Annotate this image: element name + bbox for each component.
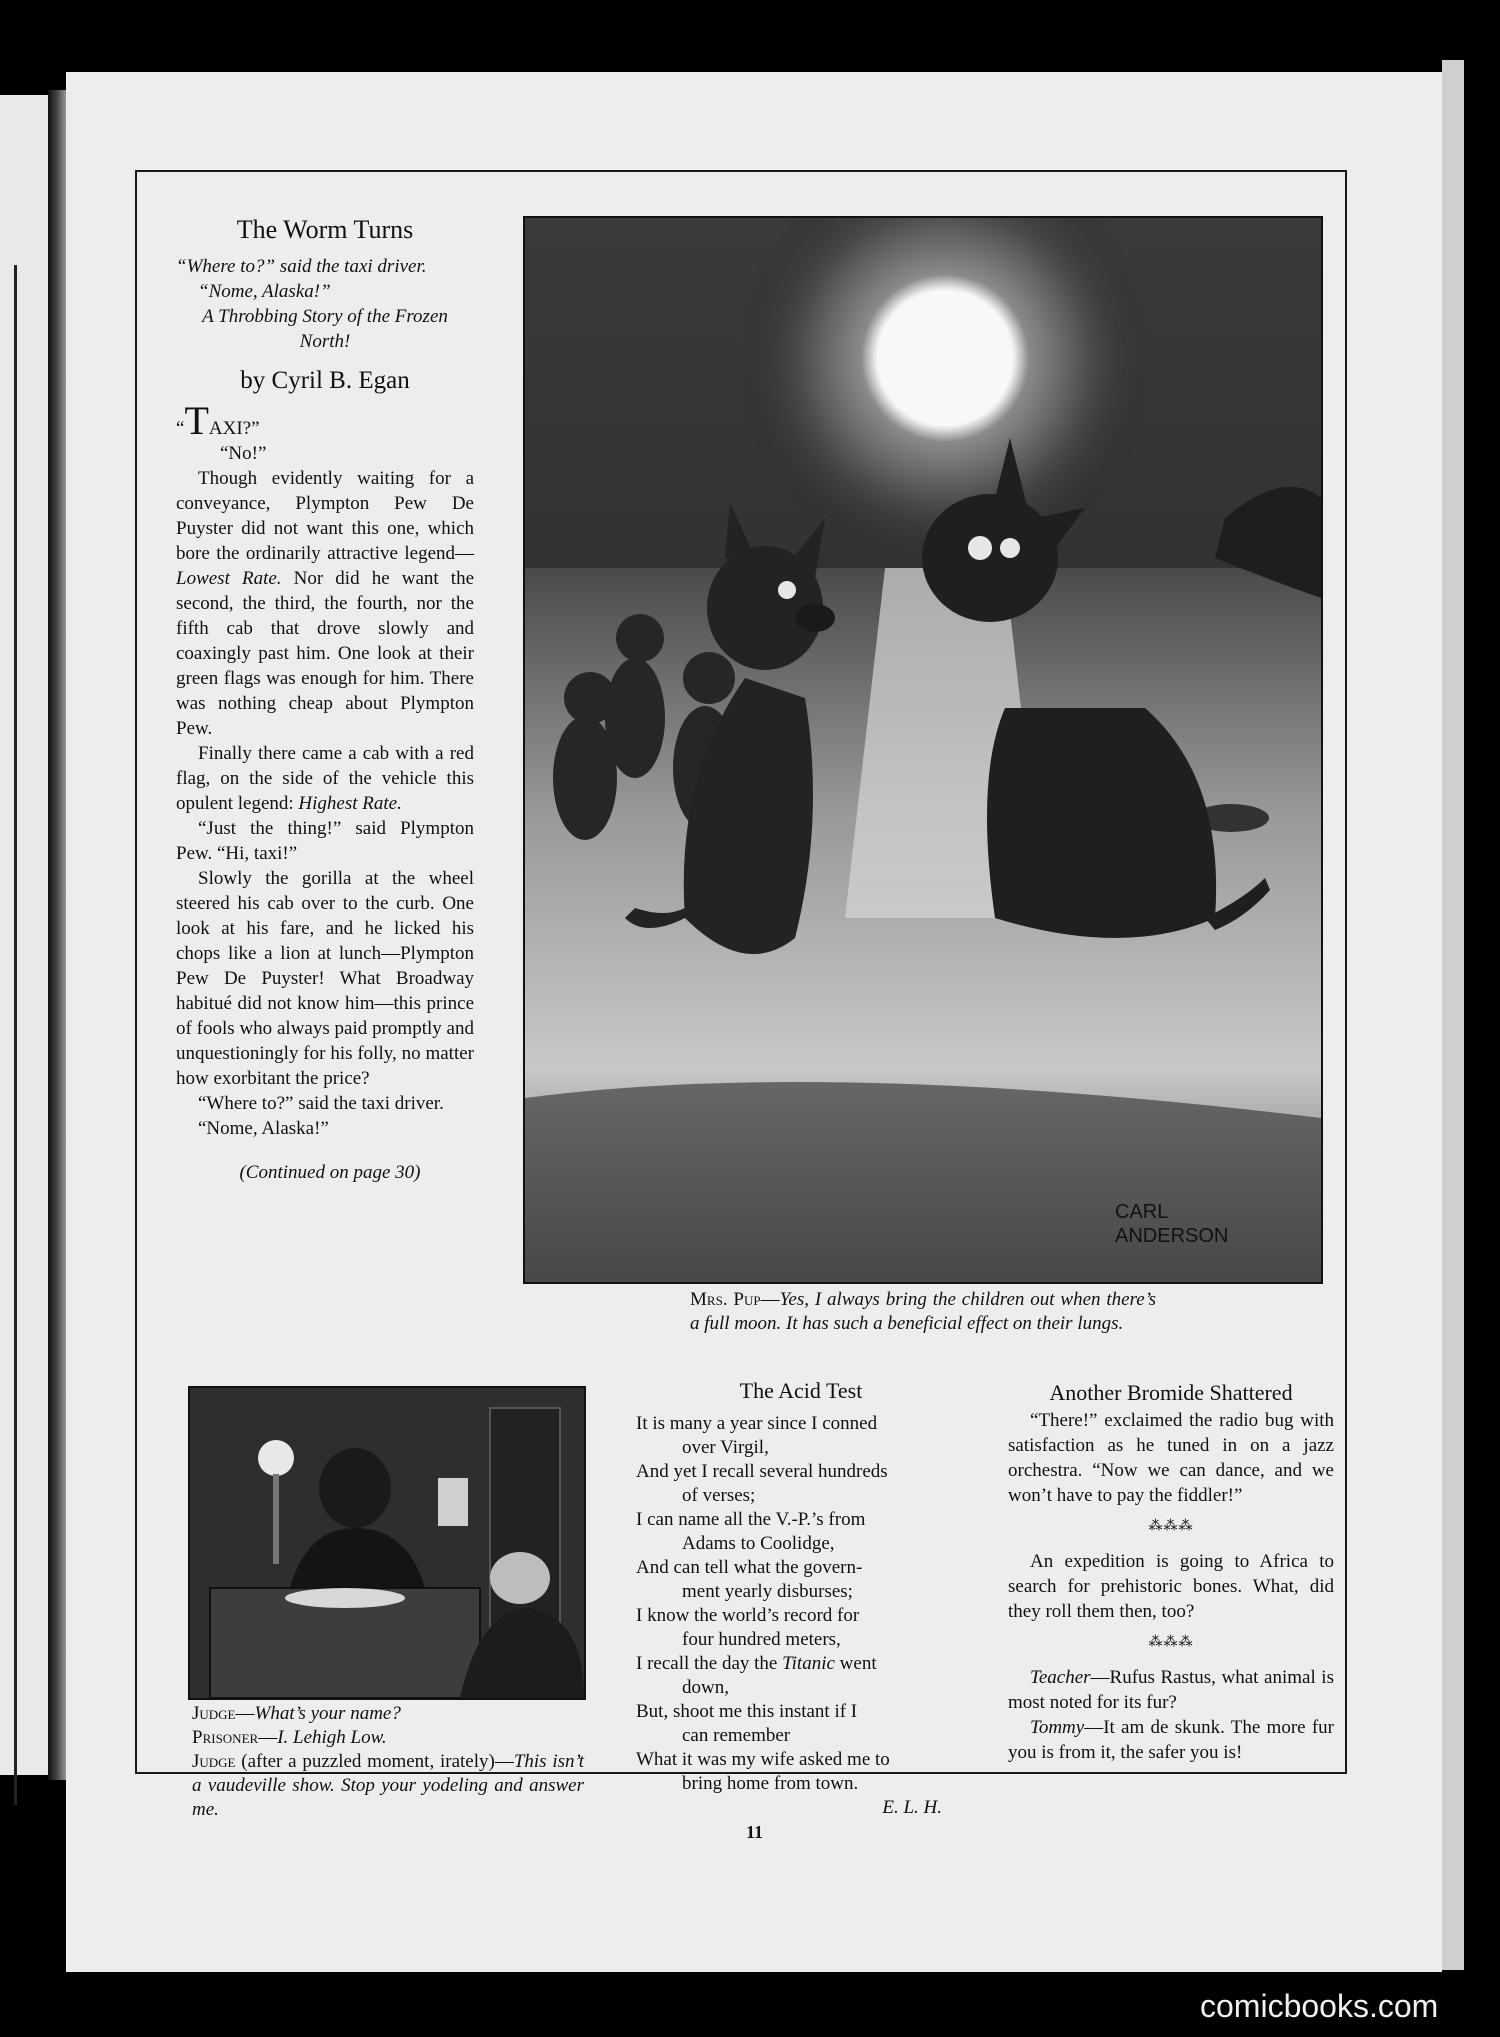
- caption-dash: —: [235, 1703, 255, 1724]
- pups-caption: [690, 1288, 1156, 1336]
- story-text-italic: Highest Rate.: [298, 793, 402, 814]
- story-text-italic: Lowest Rate.: [176, 568, 282, 589]
- poem-text-italic: Titanic: [782, 1653, 835, 1674]
- poem-line: What it was my wife asked me to: [636, 1749, 890, 1770]
- story-paragraph: [176, 466, 474, 741]
- caption-text-italic: This isn’t a vaudeville show. Stop your yodeling and answer me.: [192, 1751, 585, 1820]
- continued-note: (Continued on page 30): [239, 1162, 421, 1183]
- bromide-paragraph: “There!” exclaimed the radio bug with satisfaction as he tuned in on a jazz orchestra. “Now we can dance, and we won’t have to pay the fiddler!”: [1008, 1410, 1334, 1506]
- story-text: Finally there came a cab with a red flag, on the side of the vehicle this opulent legend:: [176, 743, 474, 814]
- pups-drawing: [525, 218, 1321, 1282]
- drop-cap: T: [184, 398, 209, 443]
- poem-line: And can tell what the govern-: [636, 1557, 863, 1578]
- poem-line: And yet I recall several hundreds: [636, 1461, 888, 1482]
- father-dog-eye: [968, 536, 992, 560]
- site-watermark: comicbooks.com: [1200, 1988, 1439, 2024]
- caption-text: Yes, I always bring the children out when there’s a full moon. It has such a beneficial effect on their lungs.: [690, 1289, 1156, 1334]
- section-divider-stars: ⁂⁂⁂: [1148, 1635, 1194, 1650]
- teacher-line: [1008, 1665, 1334, 1715]
- poem-line: down,: [682, 1677, 729, 1698]
- speaker-name: Teacher: [1030, 1667, 1091, 1688]
- father-dog-eye: [1000, 538, 1020, 558]
- poem-line: But, shoot me this instant if I: [636, 1701, 858, 1722]
- poem-line: I can name all the V.-P.’s from: [636, 1509, 866, 1530]
- poem-line: I know the world’s record for: [636, 1605, 860, 1626]
- poem-line: bring home from town.: [682, 1773, 859, 1794]
- dialogue-text: —Rufus Rastus, what animal is most noted for its fur?: [1008, 1667, 1334, 1713]
- caption-speaker: Mrs. Pup: [690, 1289, 761, 1310]
- story-byline: by Cyril B. Egan: [240, 367, 410, 394]
- prisoner-head: [490, 1552, 550, 1604]
- poem-signature: E. L. H.: [882, 1797, 942, 1818]
- story-title: The Worm Turns: [236, 215, 414, 244]
- opening-reply: “No!”: [220, 443, 267, 464]
- poem-line: can remember: [682, 1725, 791, 1746]
- caption-dash: —: [258, 1727, 278, 1748]
- bromide-column: [1008, 1380, 1334, 1765]
- caption-text: (after a puzzled moment, irately)—: [235, 1751, 514, 1772]
- mrs-pup-eye: [778, 581, 796, 599]
- poem-acid-test: [636, 1378, 966, 1820]
- poem-line: [636, 1652, 966, 1676]
- story-text: Though evidently waiting for a conveyance, Plympton Pew De Puyster did not want this one, which bore the ordinarily attractive legend—: [176, 468, 474, 564]
- intro-line-1: “Where to?” said the taxi driver.: [176, 256, 427, 277]
- speaker-name: Tommy: [1030, 1717, 1085, 1738]
- artist-signature-line2: ANDERSON: [1115, 1225, 1229, 1247]
- caption-text: What’s your name?: [254, 1703, 401, 1724]
- caption-speaker: Judge: [192, 1751, 236, 1772]
- moonlit-pups-illustration: [523, 216, 1323, 1284]
- courtroom-drawing: [190, 1388, 584, 1698]
- caption-speaker: Prisoner: [192, 1727, 259, 1748]
- opening-word: AXI?”: [208, 418, 260, 439]
- story-paragraph: “Nome, Alaska!”: [198, 1118, 329, 1139]
- opening-quote: “: [176, 418, 185, 439]
- facing-page-rule: [0, 265, 17, 1805]
- page-edge-right: [1442, 60, 1464, 1970]
- poem-line: of verses;: [682, 1485, 756, 1506]
- poem-line: Adams to Coolidge,: [682, 1533, 835, 1554]
- intro-tagline: A Throbbing Story of the Frozen North!: [202, 306, 448, 352]
- poem-line: It is many a year since I conned: [636, 1413, 878, 1434]
- story-text: Nor did he want the second, the third, the fourth, nor the fifth cab that drove slowly and coaxingly past him. One look at their green flags was enough for him. There was nothing cheap about Plympton Pew.: [176, 568, 474, 739]
- poem-line: four hundred meters,: [682, 1629, 841, 1650]
- story-paragraph: Slowly the gorilla at the wheel steered his cab over to the curb. One look at his fare, and he licked his chops like a lion at lunch—Plympton Pew De Puyster! What Broadway habitué did not know him—this prince of fools who always paid promptly and unquestioningly for his folly, no matter how exorbitant the price?: [176, 868, 474, 1089]
- poem-text: I recall the day the: [636, 1653, 783, 1674]
- tommy-line: [1008, 1715, 1334, 1765]
- facing-page-edge: [0, 95, 48, 1775]
- dialogue-text: —It am de skunk. The more fur you is from it, the safer you is!: [1008, 1717, 1334, 1763]
- artist-signature-line1: CARL: [1115, 1201, 1169, 1223]
- bench-papers: [285, 1588, 405, 1608]
- judge-cartoon: [188, 1386, 586, 1700]
- full-moon: [877, 290, 1013, 426]
- caption-speaker: Judge: [192, 1703, 236, 1724]
- caption-text: I. Lehigh Low.: [277, 1727, 387, 1748]
- desk-lamp-globe: [258, 1440, 294, 1476]
- desk-lamp-stand: [273, 1474, 279, 1564]
- dark-foreground: [525, 1082, 1321, 1282]
- judge-caption-line: [192, 1702, 584, 1726]
- poem-text: went: [834, 1653, 877, 1674]
- story-opening: [176, 398, 474, 443]
- page-number: 11: [746, 1822, 764, 1842]
- story-paragraph: [176, 741, 474, 816]
- judge-head: [319, 1448, 391, 1528]
- expedition-paragraph: An expedition is going to Africa to search for prehistoric bones. What, did they roll them then, too?: [1008, 1551, 1334, 1622]
- poem-line: over Virgil,: [682, 1437, 769, 1458]
- section-divider-stars: ⁂⁂⁂: [1148, 1519, 1194, 1534]
- intro-line-2: “Nome, Alaska!”: [198, 281, 331, 302]
- caption-dash: —: [760, 1289, 780, 1310]
- bromide-title: Another Bromide Shattered: [1049, 1380, 1293, 1405]
- judge-caption-line: [192, 1750, 584, 1822]
- story-paragraph: “Where to?” said the taxi driver.: [198, 1093, 444, 1114]
- story-paragraph: “Just the thing!” said Plympton Pew. “Hi, taxi!”: [176, 818, 474, 864]
- judge-caption-line: [192, 1726, 584, 1750]
- judge-caption: [192, 1702, 584, 1822]
- poem-title: The Acid Test: [739, 1378, 863, 1403]
- story-intro: [176, 254, 474, 354]
- wall-notice: [438, 1478, 468, 1526]
- poem-line: ment yearly disburses;: [682, 1581, 853, 1602]
- story-column: [176, 214, 474, 1204]
